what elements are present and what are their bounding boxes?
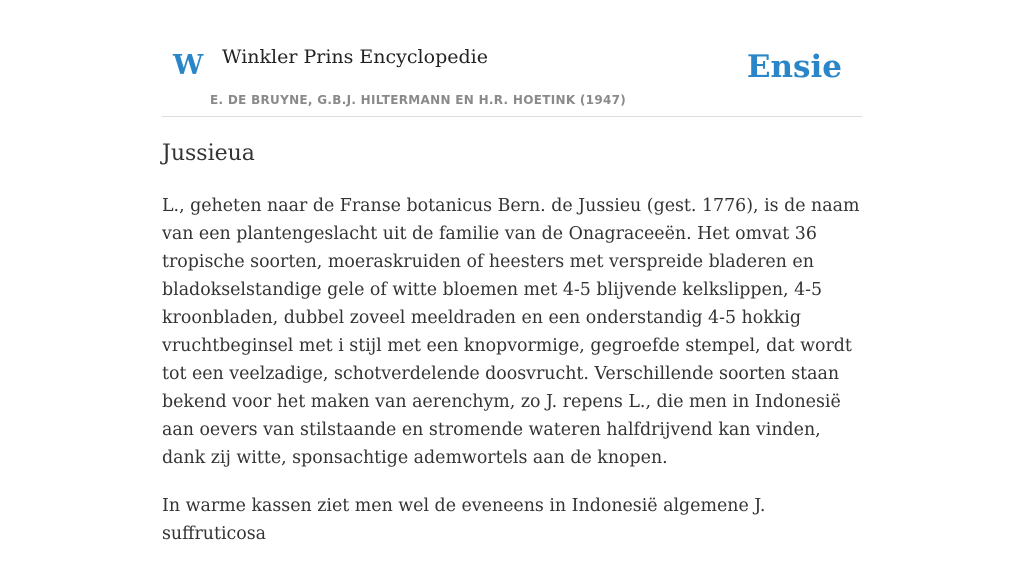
entry-body [162,192,862,568]
header [162,0,862,117]
entry-paragraph: In warme kassen ziet men wel de eveneens in Indonesië algemene J. suffruticosa [162,496,766,544]
winkler-prins-logo[interactable]: W [173,50,204,81]
entry-title: Jussieua [162,141,255,166]
book-authors: E. DE BRUYNE, G.B.J. HILTERMANN EN H.R. HOETINK (1947) [210,93,627,107]
ensie-logo[interactable]: Ensie [746,49,842,85]
entry-paragraph: L., geheten naar de Franse botanicus Bern. de Jussieu (gest. 1776), is de naam van een plantengeslacht uit de familie van de Onagraceeën. Het omvat 36 tropische soorten, moeraskruiden of heesters met verspreide bladeren en bladokselstandige gele of witte bloemen met 4-5 blijvende kelkslippen, 4-5 kroonbladen, dubbel zoveel meeldraden en een onderstandig 4-5 hokkig vruchtbeginsel met i stijl met een knopvormige, gegroefde stempel, dat wordt tot een veelzadige, schotverdelende doosvrucht. Verschillende soorten staan bekend voor het maken van aerenchym, zo J. repens L., die men in Indonesië aan oevers van stilstaande en stromende wateren halfdrijvend kan vinden, dank zij witte, sponsachtige ademwortels aan de knopen. [162,196,860,468]
book-title[interactable]: Winkler Prins Encyclopedie [222,46,488,68]
